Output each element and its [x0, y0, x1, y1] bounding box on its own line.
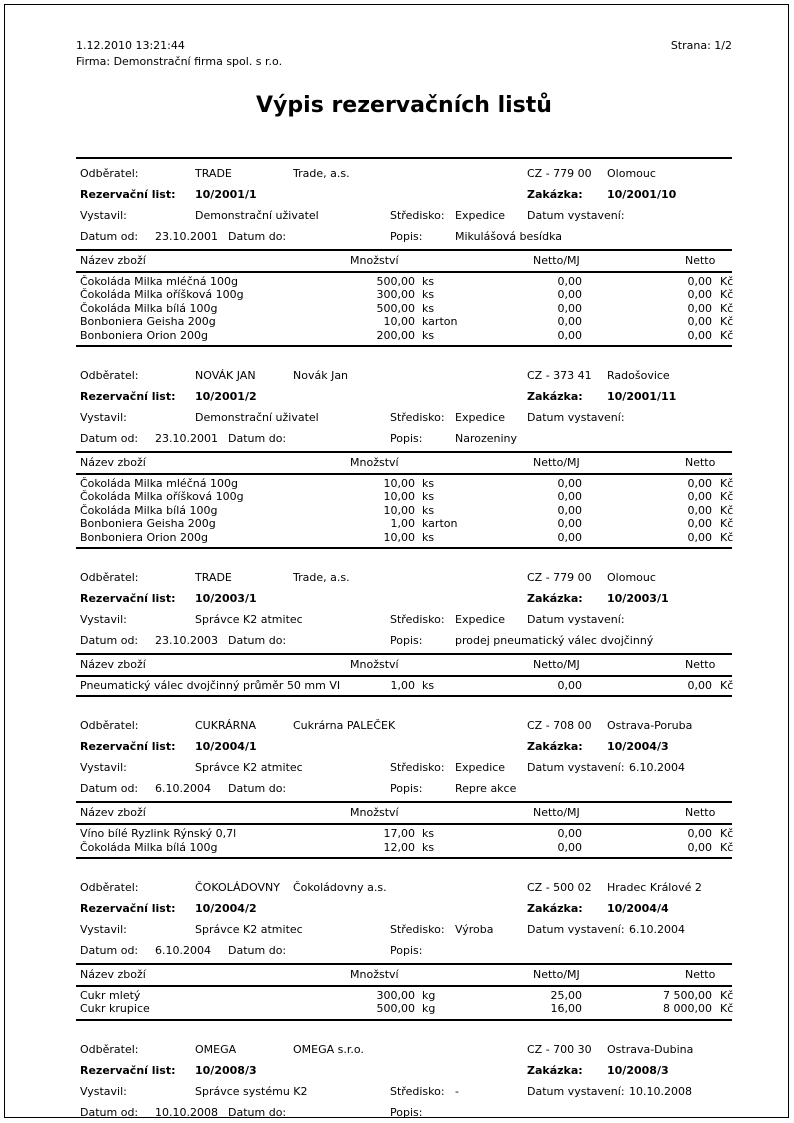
item-netto-per-unit: 25,00	[550, 989, 582, 1003]
reservation-label: Rezervační list:	[80, 188, 176, 201]
column-header-name: Název zboží	[80, 968, 146, 982]
customer-city: Olomouc	[607, 167, 656, 180]
order-number: 10/2008/3	[607, 1063, 669, 1077]
issue-date-label: Datum vystavení:	[527, 923, 625, 937]
item-name: Čokoláda Milka mléčná 100g	[80, 476, 238, 490]
item-unit: ks	[422, 476, 435, 490]
table-row	[76, 531, 732, 544]
item-currency: Kč	[720, 476, 734, 490]
customer-code: CUKRÁRNA	[195, 719, 257, 733]
description-label: Popis:	[390, 431, 423, 445]
reservation-number: 10/2001/2	[195, 389, 257, 403]
item-unit: ks	[422, 827, 435, 841]
goods-table	[76, 963, 732, 1019]
item-quantity: 10,00	[383, 530, 415, 544]
column-header-quantity: Množství	[350, 254, 399, 267]
reservation-label: Rezervační list:	[80, 740, 176, 754]
item-netto: 0,00	[687, 503, 712, 517]
reservation-section	[76, 857, 732, 1019]
item-currency: Kč	[720, 517, 734, 531]
customer-row	[76, 567, 732, 588]
column-header-quantity: Množství	[350, 657, 399, 671]
customer-code: NOVÁK JAN	[195, 368, 256, 382]
issued-by-label: Vystavil:	[80, 209, 127, 222]
date-from-value: 6.10.2004	[155, 944, 211, 958]
order-label: Zakázka:	[527, 902, 583, 916]
item-unit: ks	[422, 530, 435, 544]
item-netto-per-unit: 0,00	[557, 503, 582, 517]
section-header	[76, 697, 732, 799]
customer-name: Cukrárna PALEČEK	[293, 719, 396, 733]
reservation-row	[76, 1060, 732, 1081]
goods-table-header	[76, 803, 732, 825]
item-currency: Kč	[720, 989, 734, 1003]
order-number: 10/2003/1	[607, 591, 669, 605]
table-row	[76, 679, 732, 692]
customer-row	[76, 163, 732, 184]
section-header	[76, 549, 732, 651]
description-value: Mikulášová besídka	[455, 230, 562, 243]
item-unit: ks	[422, 490, 435, 504]
customer-city: Ostrava-Poruba	[607, 719, 693, 733]
column-header-netto: Netto	[685, 254, 716, 267]
item-unit: ks	[422, 503, 435, 517]
table-row	[76, 517, 732, 530]
customer-row	[76, 1039, 732, 1060]
page-number: Strana: 1/2	[670, 39, 732, 52]
table-row	[76, 490, 732, 503]
item-netto: 0,00	[687, 301, 712, 315]
goods-rows	[76, 677, 732, 695]
item-netto: 0,00	[687, 476, 712, 490]
issued-row	[76, 1081, 732, 1102]
order-number: 10/2001/11	[607, 389, 677, 403]
table-row	[76, 302, 732, 315]
item-currency: Kč	[720, 328, 734, 342]
issued-row	[76, 757, 732, 778]
report-title: Výpis rezervačních listů	[256, 93, 552, 118]
item-name: Pneumatický válec dvojčinný průměr 50 mm VI	[80, 678, 341, 692]
item-currency: Kč	[720, 530, 734, 544]
table-row	[76, 477, 732, 490]
issued-by-label: Vystavil:	[80, 410, 127, 424]
item-name: Čokoláda Milka bílá 100g	[80, 503, 218, 517]
date-from-value: 23.10.2003	[155, 633, 218, 647]
department-value: Expedice	[455, 209, 506, 222]
issued-by-value: Správce K2 atmitec	[195, 761, 303, 775]
date-from-label: Datum od:	[80, 1105, 139, 1119]
date-to-label: Datum do:	[228, 944, 287, 958]
description-label: Popis:	[390, 633, 423, 647]
item-name: Bonboniera Geisha 200g	[80, 517, 216, 531]
department-label: Středisko:	[390, 923, 445, 937]
customer-row	[76, 715, 732, 736]
item-currency: Kč	[720, 827, 734, 841]
column-header-quantity: Množství	[350, 455, 399, 469]
issue-date-value: 6.10.2004	[629, 761, 685, 775]
date-from-label: Datum od:	[80, 782, 139, 796]
column-header-netto: Netto	[685, 806, 716, 820]
item-currency: Kč	[720, 301, 734, 315]
item-quantity: 200,00	[376, 328, 415, 342]
item-netto-per-unit: 0,00	[557, 517, 582, 531]
reservation-row	[76, 898, 732, 919]
item-quantity: 1,00	[390, 517, 415, 531]
table-row	[76, 329, 732, 342]
section-header	[76, 159, 732, 247]
issue-date-value: 6.10.2004	[629, 923, 685, 937]
table-row	[76, 275, 732, 288]
item-quantity: 10,00	[383, 315, 415, 329]
customer-label: Odběratel:	[80, 881, 139, 895]
issue-date-label: Datum vystavení:	[527, 761, 625, 775]
date-to-label: Datum do:	[228, 782, 287, 796]
item-quantity: 300,00	[376, 288, 415, 302]
item-quantity: 12,00	[383, 840, 415, 854]
column-header-netto-unit: Netto/MJ	[533, 455, 580, 469]
section-header	[76, 1021, 732, 1123]
department-value: -	[455, 1084, 459, 1098]
item-quantity: 500,00	[376, 1002, 415, 1016]
item-netto-per-unit: 0,00	[557, 315, 582, 329]
order-label: Zakázka:	[527, 188, 583, 201]
column-header-quantity: Množství	[350, 968, 399, 982]
item-netto: 8 000,00	[663, 1002, 712, 1016]
department-label: Středisko:	[390, 209, 445, 222]
customer-zip: CZ - 708 00	[527, 719, 592, 733]
reservation-label: Rezervační list:	[80, 591, 176, 605]
issued-row	[76, 407, 732, 428]
description-value: Narozeniny	[455, 431, 518, 445]
goods-table-header	[76, 453, 732, 475]
issue-date-label: Datum vystavení:	[527, 209, 625, 222]
customer-label: Odběratel:	[80, 719, 139, 733]
item-unit: kg	[422, 1002, 436, 1016]
item-quantity: 500,00	[376, 275, 415, 288]
item-quantity: 10,00	[383, 476, 415, 490]
issue-date-label: Datum vystavení:	[527, 612, 625, 626]
item-netto-per-unit: 0,00	[557, 678, 582, 692]
customer-code: TRADE	[195, 167, 232, 180]
table-row	[76, 288, 732, 301]
issued-by-label: Vystavil:	[80, 612, 127, 626]
date-from-value: 10.10.2008	[155, 1105, 218, 1119]
item-netto-per-unit: 0,00	[557, 490, 582, 504]
goods-rows	[76, 475, 732, 547]
item-netto-per-unit: 0,00	[557, 840, 582, 854]
column-header-name: Název zboží	[80, 806, 146, 820]
goods-rows	[76, 825, 732, 857]
reservation-section	[76, 345, 732, 547]
table-row	[76, 989, 732, 1002]
customer-row	[76, 365, 732, 386]
order-number: 10/2001/10	[607, 188, 677, 201]
issued-by-value: Správce K2 atmitec	[195, 923, 303, 937]
section-header	[76, 859, 732, 961]
department-label: Středisko:	[390, 1084, 445, 1098]
goods-table	[76, 653, 732, 695]
issued-by-label: Vystavil:	[80, 1084, 127, 1098]
item-currency: Kč	[720, 288, 734, 302]
dates-row	[76, 630, 732, 651]
customer-zip: CZ - 700 30	[527, 1042, 592, 1056]
description-label: Popis:	[390, 944, 423, 958]
description-label: Popis:	[390, 782, 423, 796]
item-netto: 0,00	[687, 530, 712, 544]
department-label: Středisko:	[390, 410, 445, 424]
reservation-section	[76, 157, 732, 345]
goods-table	[76, 801, 732, 857]
customer-code: TRADE	[195, 570, 232, 584]
reservation-section	[76, 547, 732, 695]
item-currency: Kč	[720, 678, 734, 692]
item-quantity: 1,00	[390, 678, 415, 692]
goods-table-header	[76, 251, 732, 273]
order-label: Zakázka:	[527, 389, 583, 403]
item-netto-per-unit: 0,00	[557, 301, 582, 315]
item-netto-per-unit: 0,00	[557, 530, 582, 544]
item-netto-per-unit: 0,00	[557, 328, 582, 342]
item-netto-per-unit: 0,00	[557, 476, 582, 490]
order-number: 10/2004/4	[607, 902, 669, 916]
item-unit: kg	[422, 989, 436, 1003]
reservation-label: Rezervační list:	[80, 389, 176, 403]
issued-by-value: Správce K2 atmitec	[195, 612, 303, 626]
department-value: Expedice	[455, 410, 506, 424]
date-to-label: Datum do:	[228, 633, 287, 647]
item-name: Čokoláda Milka oříšková 100g	[80, 288, 244, 302]
description-label: Popis:	[390, 1105, 423, 1119]
item-currency: Kč	[720, 1002, 734, 1016]
item-netto: 0,00	[687, 840, 712, 854]
goods-rows	[76, 987, 732, 1019]
item-netto: 0,00	[687, 517, 712, 531]
description-label: Popis:	[390, 230, 423, 243]
column-header-netto: Netto	[685, 657, 716, 671]
customer-label: Odběratel:	[80, 368, 139, 382]
item-netto-per-unit: 0,00	[557, 827, 582, 841]
item-name: Čokoláda Milka oříšková 100g	[80, 490, 244, 504]
customer-code: OMEGA	[195, 1042, 237, 1056]
order-label: Zakázka:	[527, 591, 583, 605]
reservation-number: 10/2004/2	[195, 902, 257, 916]
department-label: Středisko:	[390, 612, 445, 626]
dates-row	[76, 1102, 732, 1123]
customer-label: Odběratel:	[80, 167, 139, 180]
goods-rows	[76, 273, 732, 345]
date-from-label: Datum od:	[80, 230, 139, 243]
customer-city: Olomouc	[607, 570, 656, 584]
table-row	[76, 841, 732, 854]
customer-city: Hradec Králové 2	[607, 881, 702, 895]
item-netto: 0,00	[687, 827, 712, 841]
column-header-netto-unit: Netto/MJ	[533, 657, 580, 671]
item-name: Bonboniera Orion 200g	[80, 328, 208, 342]
item-currency: Kč	[720, 490, 734, 504]
table-row	[76, 827, 732, 840]
department-value: Výroba	[455, 923, 494, 937]
order-label: Zakázka:	[527, 1063, 583, 1077]
item-quantity: 300,00	[376, 989, 415, 1003]
item-currency: Kč	[720, 503, 734, 517]
section-header	[76, 347, 732, 449]
order-number: 10/2004/3	[607, 740, 669, 754]
company-line: Firma: Demonstrační firma spol. s r.o.	[76, 55, 283, 68]
item-quantity: 500,00	[376, 301, 415, 315]
customer-zip: CZ - 779 00	[527, 167, 592, 180]
item-quantity: 10,00	[383, 490, 415, 504]
customer-name: Čokoládovny a.s.	[293, 881, 387, 895]
item-quantity: 10,00	[383, 503, 415, 517]
customer-city: Radošovice	[607, 368, 670, 382]
customer-label: Odběratel:	[80, 1042, 139, 1056]
column-header-name: Název zboží	[80, 254, 146, 267]
description-value: Repre akce	[455, 782, 517, 796]
item-netto: 0,00	[687, 490, 712, 504]
date-to-label: Datum do:	[228, 230, 287, 243]
column-header-name: Název zboží	[80, 657, 146, 671]
reservation-row	[76, 184, 732, 205]
column-header-quantity: Množství	[350, 806, 399, 820]
reservation-number: 10/2003/1	[195, 591, 257, 605]
item-name: Čokoláda Milka bílá 100g	[80, 840, 218, 854]
item-netto: 0,00	[687, 328, 712, 342]
customer-zip: CZ - 373 41	[527, 368, 592, 382]
item-currency: Kč	[720, 275, 734, 288]
department-value: Expedice	[455, 612, 506, 626]
reservation-section	[76, 1019, 732, 1123]
table-row	[76, 504, 732, 517]
report-body	[76, 157, 732, 1123]
column-header-name: Název zboží	[80, 455, 146, 469]
customer-label: Odběratel:	[80, 570, 139, 584]
customer-city: Ostrava-Dubina	[607, 1042, 694, 1056]
date-from-label: Datum od:	[80, 431, 139, 445]
dates-row	[76, 778, 732, 799]
item-name: Bonboniera Geisha 200g	[80, 315, 216, 329]
order-label: Zakázka:	[527, 740, 583, 754]
print-datetime: 1.12.2010 13:21:44	[76, 39, 185, 52]
date-from-value: 23.10.2001	[155, 230, 218, 243]
item-unit: ks	[422, 288, 435, 302]
dates-row	[76, 226, 732, 247]
reservation-row	[76, 588, 732, 609]
reservation-number: 10/2001/1	[195, 188, 257, 201]
item-name: Bonboniera Orion 200g	[80, 530, 208, 544]
issue-date-value: 10.10.2008	[629, 1084, 692, 1098]
issued-row	[76, 205, 732, 226]
goods-table	[76, 451, 732, 547]
item-netto: 0,00	[687, 288, 712, 302]
table-row	[76, 315, 732, 328]
customer-zip: CZ - 779 00	[527, 570, 592, 584]
customer-name: OMEGA s.r.o.	[293, 1042, 364, 1056]
item-name: Víno bílé Ryzlink Rýnský 0,7l	[80, 827, 237, 841]
reservation-label: Rezervační list:	[80, 1063, 176, 1077]
issued-by-label: Vystavil:	[80, 761, 127, 775]
item-netto-per-unit: 16,00	[550, 1002, 582, 1016]
issued-by-value: Demonstrační uživatel	[195, 209, 319, 222]
item-name: Čokoláda Milka bílá 100g	[80, 301, 218, 315]
date-to-label: Datum do:	[228, 431, 287, 445]
reservation-row	[76, 736, 732, 757]
customer-zip: CZ - 500 02	[527, 881, 592, 895]
customer-name: Trade, a.s.	[293, 167, 350, 180]
item-name: Cukr mletý	[80, 989, 141, 1003]
item-unit: ks	[422, 301, 435, 315]
date-from-label: Datum od:	[80, 633, 139, 647]
customer-name: Novák Jan	[293, 368, 349, 382]
issued-row	[76, 609, 732, 630]
item-currency: Kč	[720, 840, 734, 854]
item-netto-per-unit: 0,00	[557, 288, 582, 302]
item-netto: 0,00	[687, 678, 712, 692]
date-from-value: 6.10.2004	[155, 782, 211, 796]
dates-row	[76, 940, 732, 961]
department-value: Expedice	[455, 761, 506, 775]
item-unit: ks	[422, 678, 435, 692]
item-netto: 0,00	[687, 315, 712, 329]
issued-row	[76, 919, 732, 940]
item-name: Čokoláda Milka mléčná 100g	[80, 275, 238, 288]
item-netto-per-unit: 0,00	[557, 275, 582, 288]
customer-name: Trade, a.s.	[293, 570, 350, 584]
page-header	[76, 38, 732, 70]
date-from-label: Datum od:	[80, 944, 139, 958]
item-unit: ks	[422, 275, 435, 288]
item-currency: Kč	[720, 315, 734, 329]
reservation-number: 10/2008/3	[195, 1063, 257, 1077]
issued-by-value: Správce systému K2	[195, 1084, 308, 1098]
item-name: Cukr krupice	[80, 1002, 150, 1016]
date-to-label: Datum do:	[228, 1105, 287, 1119]
description-value: prodej pneumatický válec dvojčinný	[455, 633, 654, 647]
department-label: Středisko:	[390, 761, 445, 775]
reservation-section	[76, 695, 732, 857]
column-header-netto: Netto	[685, 455, 716, 469]
column-header-netto-unit: Netto/MJ	[533, 968, 580, 982]
item-unit: karton	[422, 517, 458, 531]
item-unit: karton	[422, 315, 458, 329]
goods-table-header	[76, 965, 732, 987]
issued-by-label: Vystavil:	[80, 923, 127, 937]
goods-table-header	[76, 655, 732, 677]
item-unit: ks	[422, 840, 435, 854]
item-netto: 0,00	[687, 275, 712, 288]
reservation-label: Rezervační list:	[80, 902, 176, 916]
column-header-netto-unit: Netto/MJ	[533, 254, 580, 267]
table-row	[76, 1002, 732, 1015]
issued-by-value: Demonstrační uživatel	[195, 410, 319, 424]
column-header-netto-unit: Netto/MJ	[533, 806, 580, 820]
reservation-number: 10/2004/1	[195, 740, 257, 754]
issue-date-label: Datum vystavení:	[527, 1084, 625, 1098]
reservation-row	[76, 386, 732, 407]
customer-code: ČOKOLÁDOVNY	[195, 881, 280, 895]
customer-row	[76, 877, 732, 898]
goods-table	[76, 249, 732, 345]
dates-row	[76, 428, 732, 449]
item-netto: 7 500,00	[663, 989, 712, 1003]
item-unit: ks	[422, 328, 435, 342]
date-from-value: 23.10.2001	[155, 431, 218, 445]
column-header-netto: Netto	[685, 968, 716, 982]
item-quantity: 17,00	[383, 827, 415, 841]
issue-date-label: Datum vystavení:	[527, 410, 625, 424]
